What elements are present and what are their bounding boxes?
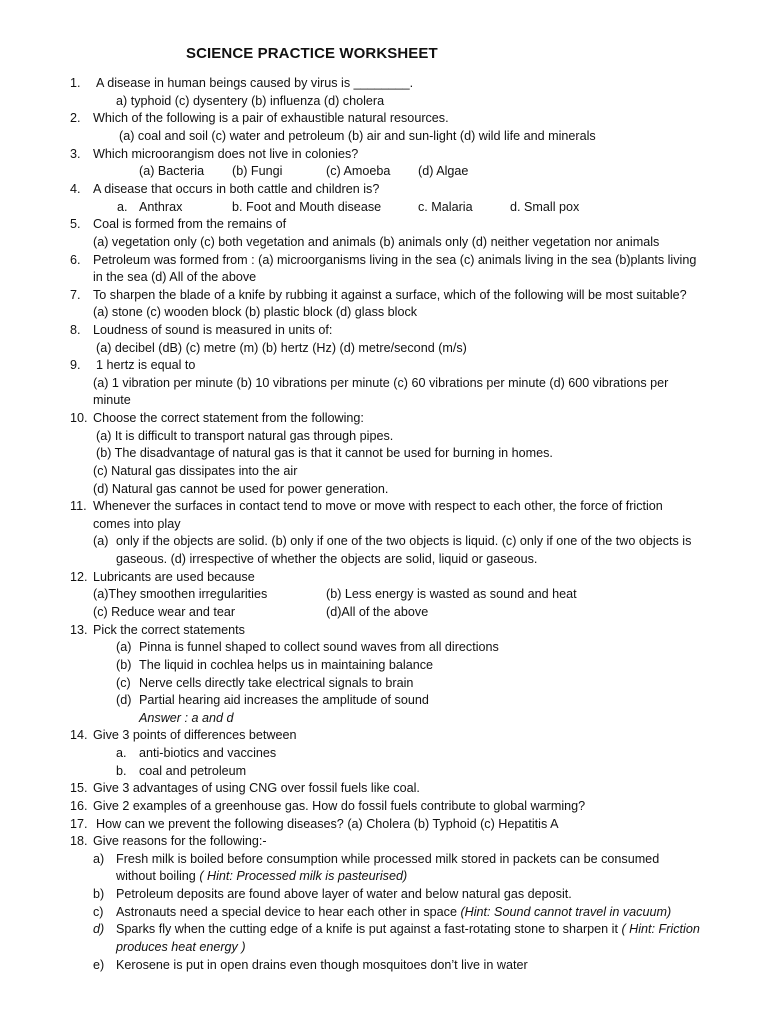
q1-number: 1. [70,76,81,90]
q18-item-c-marker: c) [93,905,104,919]
q11-number: 11. [70,499,87,513]
q18-item-a-hint: ( Hint: Processed milk is pasteurised) [199,869,408,883]
q7-options: (a) stone (c) wooden block (b) plastic block (d) glass block [93,305,418,319]
q18-item-b-marker: b) [93,887,105,901]
q18-item-d-text: Sparks fly when the cutting edge of a knife is put against a fast-rotating stone to sharpen it [116,922,618,936]
q13-option-a: Pinna is funnel shaped to collect sound waves from all directions [139,640,499,654]
q9-text: 1 hertz is equal to [96,358,196,372]
q14-number: 14. [70,728,88,742]
q4-option-a: Anthrax [139,200,183,214]
q13-option-c: Nerve cells directly take electrical signals to brain [139,676,414,690]
q12-option-b: (b) Less energy is wasted as sound and heat [326,587,577,601]
q13-text: Pick the correct statements [93,623,245,637]
q18-item-d-line1 [116,921,700,938]
q11-options-line2: gaseous. (d) irrespective of whether the objects are solid, liquid or gaseous. [116,552,538,566]
q18-item-a-marker: a) [93,852,105,866]
q18-item-c-hint: (Hint: Sound cannot travel in vacuum) [460,905,672,919]
q10-text: Choose the correct statement from the following: [93,411,364,425]
q14-item-a-marker: a. [116,746,127,760]
q13-option-a-marker: (a) [116,640,132,654]
q18-number: 18. [70,834,88,848]
q13-option-b-marker: (b) [116,658,132,672]
q8-number: 8. [70,323,81,337]
q12-option-c: (c) Reduce wear and tear [93,605,236,619]
page-title: SCIENCE PRACTICE WORKSHEET [186,45,438,62]
q10-option-c: (c) Natural gas dissipates into the air [93,464,298,478]
q4-option-a-marker: a. [117,200,128,214]
q9-options-line1: (a) 1 vibration per minute (b) 10 vibrations per minute (c) 60 vibrations per minute (d) 600 vibrations per [93,376,669,390]
q9-number: 9. [70,358,81,372]
q18-item-b: Petroleum deposits are found above layer of water and below natural gas deposit. [116,887,572,901]
q15-number: 15. [70,781,88,795]
q7-number: 7. [70,288,81,302]
q18-item-c-line [116,904,671,921]
q13-number: 13. [70,623,88,637]
q18-item-e-marker: e) [93,958,105,972]
q16-number: 16. [70,799,88,813]
q18-item-a-text: without boiling [116,869,196,883]
q11-text-line2: comes into play [93,517,181,531]
q10-option-b: (b) The disadvantage of natural gas is that it cannot be used for burning in homes. [96,446,553,460]
q5-text: Coal is formed from the remains of [93,217,287,231]
q4-number: 4. [70,182,81,196]
q18-item-a-line2 [116,868,407,885]
q10-number: 10. [70,411,88,425]
q2-options: (a) coal and soil (c) water and petroleum (b) air and sun-light (d) wild life and minerals [119,129,596,143]
q5-options: (a) vegetation only (c) both vegetation and animals (b) animals only (d) neither vegetation nor animals [93,235,660,249]
q13-option-b: The liquid in cochlea helps us in maintaining balance [139,658,434,672]
q1-text: A disease in human beings caused by virus is ________. [96,76,414,90]
q18-text: Give reasons for the following:- [93,834,267,848]
q14-item-b: coal and petroleum [139,764,247,778]
q4-text: A disease that occurs in both cattle and children is? [93,182,380,196]
q3-option-b: (b) Fungi [232,164,283,178]
q6-number: 6. [70,253,81,267]
q13-answer: Answer : a and d [139,711,234,725]
q3-number: 3. [70,147,81,161]
q14-item-a: anti-biotics and vaccines [139,746,277,760]
q11-text-line1: Whenever the surfaces in contact tend to move or move with respect to each other, the force of friction [93,499,663,513]
q6-text-line1: Petroleum was formed from : (a) microorganisms living in the sea (c) animals living in the sea (b)plants living [93,253,697,267]
q18-item-a-line1: Fresh milk is boiled before consumption while processed milk stored in packets can be consumed [116,852,660,866]
q11-option-marker: (a) [93,534,109,548]
q8-options: (a) decibel (dB) (c) metre (m) (b) hertz (Hz) (d) metre/second (m/s) [96,341,467,355]
q15-text: Give 3 advantages of using CNG over fossil fuels like coal. [93,781,420,795]
q7-text: To sharpen the blade of a knife by rubbing it against a surface, which of the following will be most suitable? [93,288,687,302]
q18-item-d-hint-part1: ( Hint: Friction [621,922,700,936]
q4-option-d: d. Small pox [510,200,580,214]
q13-option-d: Partial hearing aid increases the amplitude of sound [139,693,429,707]
q12-text: Lubricants are used because [93,570,255,584]
q9-options-line2: minute [93,393,131,407]
q4-option-b: b. Foot and Mouth disease [232,200,382,214]
q4-option-c: c. Malaria [418,200,473,214]
q12-option-a: (a)They smoothen irregularities [93,587,268,601]
q3-option-d: (d) Algae [418,164,469,178]
q2-text: Which of the following is a pair of exhaustible natural resources. [93,111,449,125]
q11-options-line1: only if the objects are solid. (b) only if one of the two objects is liquid. (c) only if one of the two objects is [116,534,692,548]
q14-text: Give 3 points of differences between [93,728,297,742]
q17-number: 17. [70,817,88,831]
q18-item-e: Kerosene is put in open drains even though mosquitoes don’t live in water [116,958,528,972]
q13-option-d-marker: (d) [116,693,132,707]
q8-text: Loudness of sound is measured in units of: [93,323,333,337]
q10-option-a: (a) It is difficult to transport natural gas through pipes. [96,429,394,443]
q10-option-d: (d) Natural gas cannot be used for power generation. [93,482,389,496]
q3-text: Which microorangism does not live in colonies? [93,147,359,161]
q3-option-c: (c) Amoeba [326,164,391,178]
q18-item-d-marker: d) [93,922,105,936]
q12-option-d: (d)All of the above [326,605,429,619]
q18-item-c-text: Astronauts need a special device to hear each other in space [116,905,457,919]
q1-options: a) typhoid (c) dysentery (b) influenza (d) cholera [116,94,385,108]
q13-option-c-marker: (c) [116,676,131,690]
q17-text: How can we prevent the following diseases? (a) Cholera (b) Typhoid (c) Hepatitis A [96,817,559,831]
q14-item-b-marker: b. [116,764,127,778]
q5-number: 5. [70,217,81,231]
q2-number: 2. [70,111,81,125]
q18-item-d-hint-part2: produces heat energy ) [116,940,246,954]
q3-option-a: (a) Bacteria [139,164,205,178]
q12-number: 12. [70,570,88,584]
q6-text-line2: in the sea (d) All of the above [93,270,257,284]
q16-text: Give 2 examples of a greenhouse gas. How do fossil fuels contribute to global warming? [93,799,586,813]
